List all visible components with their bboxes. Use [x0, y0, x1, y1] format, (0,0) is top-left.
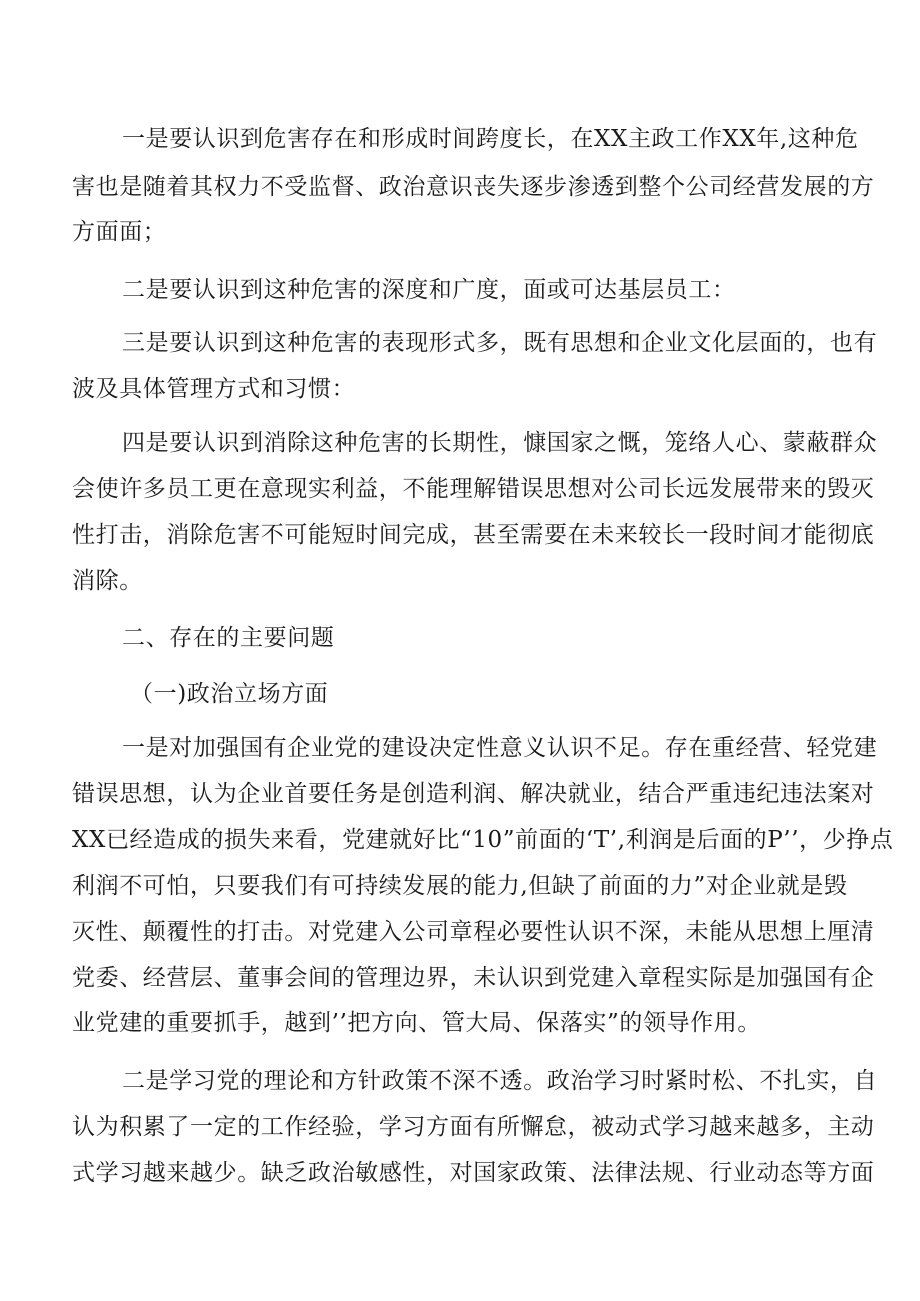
text-line: 利润不可怕，只要我们有可持续发展的能力,但缺了前面的力”对企业就是毁 — [72, 873, 848, 899]
text-line: 一是对加强国有企业党的建设决定性意义认识不足。存在重经营、轻党建 — [122, 735, 878, 761]
text-line: 性打击，消除危害不可能短时间完成，甚至需要在未来较长一段时间才能彻底 — [72, 522, 875, 548]
text-line: 业党建的重要抓手，越到’’把方向、管大局、保落实”的领导作用。 — [72, 1010, 761, 1036]
text-line: 式学习越来越少。缺乏政治敏感性，对国家政策、法律法规、行业动态等方面 — [72, 1160, 875, 1186]
text-line: 灭性、颠覆性的打击。对党建入公司章程必要性认识不深，未能从思想上厘清 — [72, 919, 875, 945]
text-line: XX已经造成的损失来看，党建就好比“10”前面的‘T’,利润是后面的P’’，少挣点 — [72, 827, 894, 853]
text-line: 二是学习党的理论和方针政策不深不透。政治学习时紧时松、不扎实，自 — [122, 1068, 878, 1094]
text-line: 错误思想，认为企业首要任务是创造利润、解决就业，结合严重违纪违法案对 — [72, 781, 875, 807]
text-line: 认为积累了一定的工作经验，学习方面有所懈怠，被动式学习越来越多，主动 — [72, 1114, 875, 1140]
text-line: 党委、经营层、董事会间的管理边界，未认识到党建入章程实际是加强国有企 — [72, 965, 875, 991]
text-line: 害也是随着其权力不受监督、政治意识丧失逐步渗透到整个公司经营发展的方 — [72, 174, 875, 200]
section-heading: 二、存在的主要问题 — [122, 625, 335, 651]
text-line: 消除。 — [72, 568, 143, 594]
text-line: 三是要认识到这种危害的表现形式多，既有思想和企业文化层面的，也有 — [122, 330, 878, 356]
text-line: 波及具体管理方式和习惯： — [72, 376, 356, 402]
text-line: 二是要认识到这种危害的深度和广度，面或可达基层员工： — [122, 277, 736, 303]
subsection-heading: （一)政治立场方面 — [130, 681, 329, 707]
text-line: 一是要认识到危害存在和形成时间跨度长，在XX主政工作XX年,这种危 — [122, 126, 859, 152]
text-line: 四是要认识到消除这种危害的长期性，慷国家之慨，笼络人心、蒙蔽群众 — [122, 430, 878, 456]
text-line: 会使许多员工更在意现实利益，不能理解错误思想对公司长远发展带来的毁灭 — [72, 476, 875, 502]
text-line: 方面面； — [72, 219, 167, 245]
